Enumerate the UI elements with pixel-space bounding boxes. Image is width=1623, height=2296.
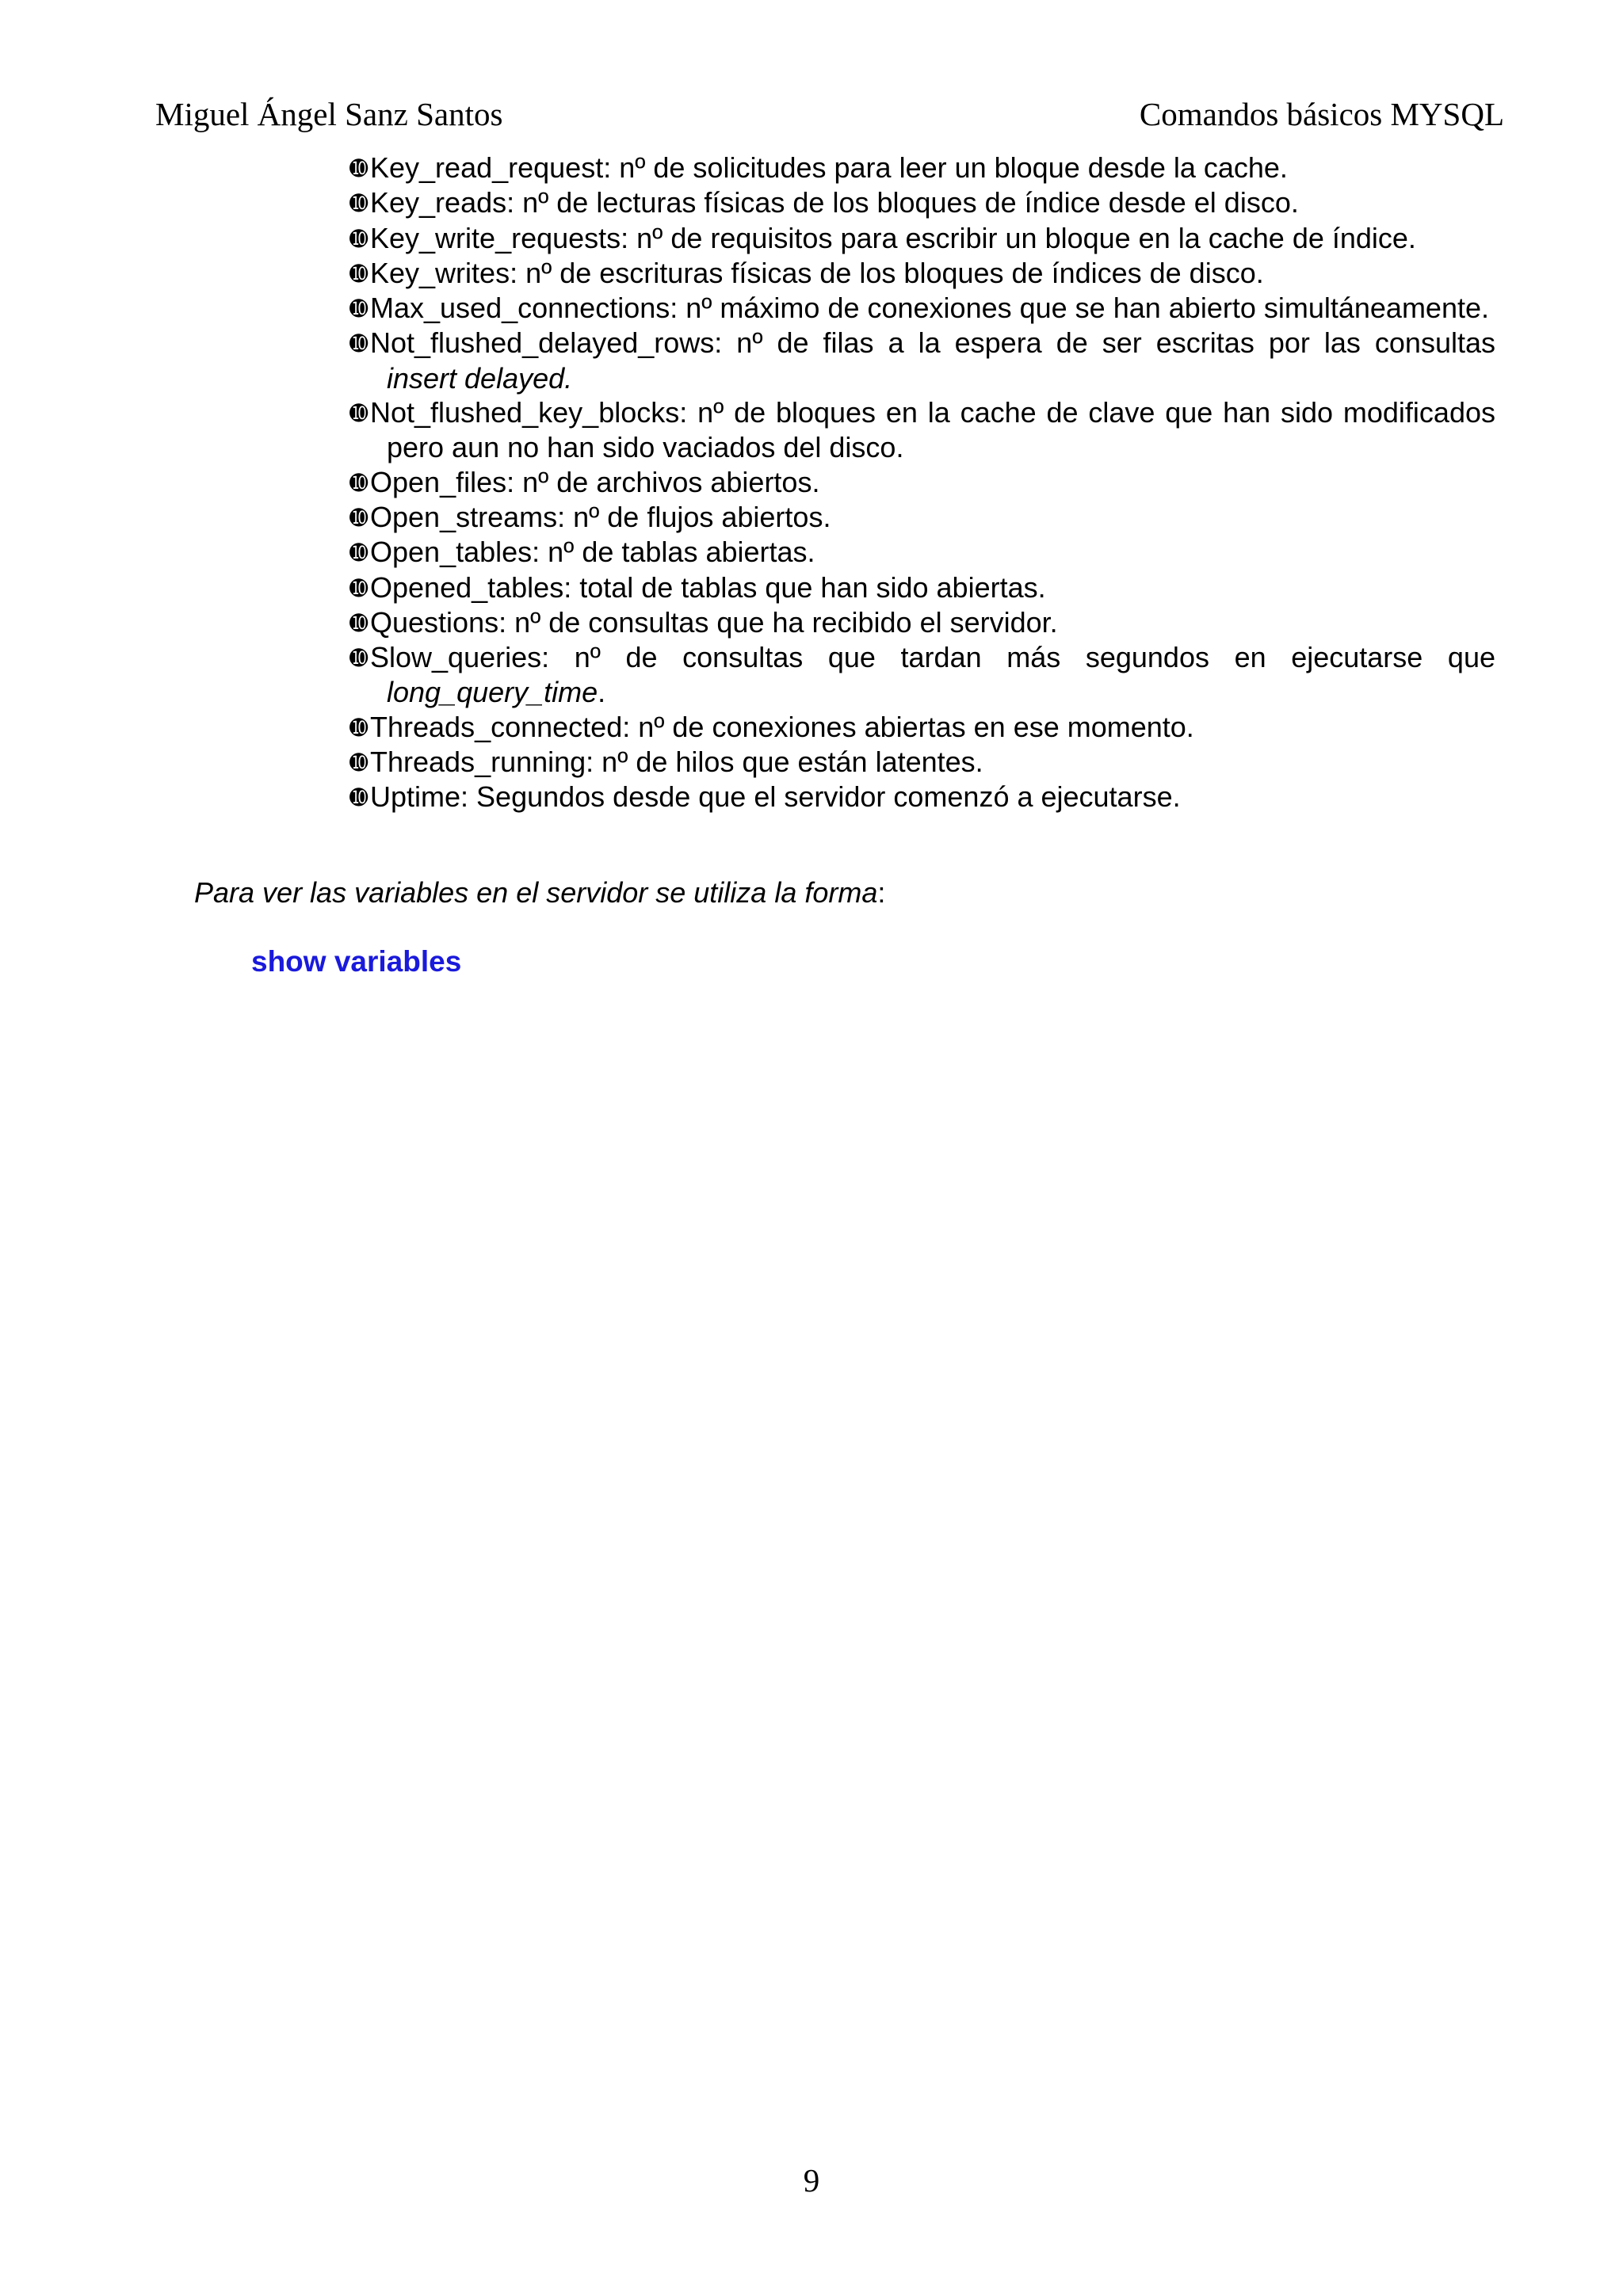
bullet-icon: ➓	[349, 401, 369, 426]
variable-description: Max_used_connections: nº máximo de conexiones que se han abierto simultáneamente.	[370, 292, 1489, 325]
intro-text: Para ver las variables en el servidor se utiliza la forma	[194, 876, 878, 909]
bullet-icon: ➓	[349, 505, 369, 530]
bullet-icon: ➓	[349, 646, 369, 671]
bullet-icon: ➓	[349, 715, 369, 740]
variable-description: Key_writes: nº de escrituras físicas de los bloques de índices de disco.	[370, 256, 1264, 289]
bullet-icon: ➓	[349, 191, 369, 216]
list-item	[349, 291, 1495, 326]
bullet-icon: ➓	[349, 470, 369, 495]
bullet-icon: ➓	[349, 296, 369, 322]
bullet-icon: ➓	[349, 575, 369, 601]
bullet-icon: ➓	[349, 785, 369, 810]
variable-description: Threads_connected: nº de conexiones abiertas en ese momento.	[370, 710, 1194, 743]
list-item	[349, 465, 1495, 500]
variable-description: Not_flushed_delayed_rows: nº de filas a la espera de ser escritas por las consultas	[370, 326, 1495, 360]
bullet-icon: ➓	[349, 750, 369, 776]
list-item	[349, 326, 1495, 395]
variable-italic-text: insert delayed.	[387, 361, 573, 395]
list-item	[349, 745, 1495, 780]
list-item	[349, 780, 1495, 814]
list-item	[349, 570, 1495, 605]
list-item	[349, 395, 1495, 465]
variable-description: Uptime: Segundos desde que el servidor comenzó a ejecutarse.	[370, 780, 1181, 814]
bullet-icon: ➓	[349, 156, 369, 181]
variable-description: Open_tables: nº de tablas abiertas.	[370, 536, 815, 569]
bullet-icon: ➓	[349, 331, 369, 357]
bullet-icon: ➓	[349, 226, 369, 251]
status-variables-list	[349, 151, 1495, 815]
variable-description: Threads_running: nº de hilos que están latentes.	[370, 746, 983, 779]
variable-description: Slow_queries: nº de consultas que tardan más segundos en ejecutarse que	[370, 641, 1495, 674]
sql-command: show variables	[251, 945, 462, 978]
page-number: 9	[803, 2162, 820, 2199]
variable-description: Key_write_requests: nº de requisitos para escribir un bloque en la cache de índice.	[370, 221, 1416, 254]
intro-colon: :	[877, 876, 886, 909]
variable-description: Key_read_request: nº de solicitudes para leer un bloque desde la cache.	[370, 151, 1288, 184]
bullet-icon: ➓	[349, 610, 369, 635]
variable-description: Opened_tables: total de tablas que han sido abiertas.	[370, 570, 1046, 604]
variable-description: Not_flushed_key_blocks: nº de bloques en la cache de clave que han sido modificados pero aun no han sido vaciados del disco.	[370, 396, 1495, 464]
list-item	[349, 221, 1495, 256]
header-author: Miguel Ángel Sanz Santos	[155, 96, 503, 132]
variable-italic-text: long_query_time	[387, 676, 598, 709]
variable-description: Open_files: nº de archivos abiertos.	[370, 465, 820, 498]
variable-description: Questions: nº de consultas que ha recibido el servidor.	[370, 605, 1058, 639]
list-item	[349, 605, 1495, 640]
bullet-icon: ➓	[349, 261, 369, 286]
bullet-icon: ➓	[349, 540, 369, 566]
list-item	[349, 185, 1495, 220]
list-item	[349, 535, 1495, 570]
list-item	[349, 640, 1495, 710]
intro-sentence	[194, 875, 885, 910]
list-item	[349, 151, 1495, 185]
list-item	[349, 710, 1495, 745]
variable-description: Key_reads: nº de lecturas físicas de los bloques de índice desde el disco.	[370, 186, 1299, 219]
list-item	[349, 256, 1495, 291]
variable-tail-text: .	[598, 676, 606, 709]
header-title: Comandos básicos MYSQL	[1139, 96, 1504, 132]
variable-description: Open_streams: nº de flujos abiertos.	[370, 500, 831, 533]
list-item	[349, 500, 1495, 535]
